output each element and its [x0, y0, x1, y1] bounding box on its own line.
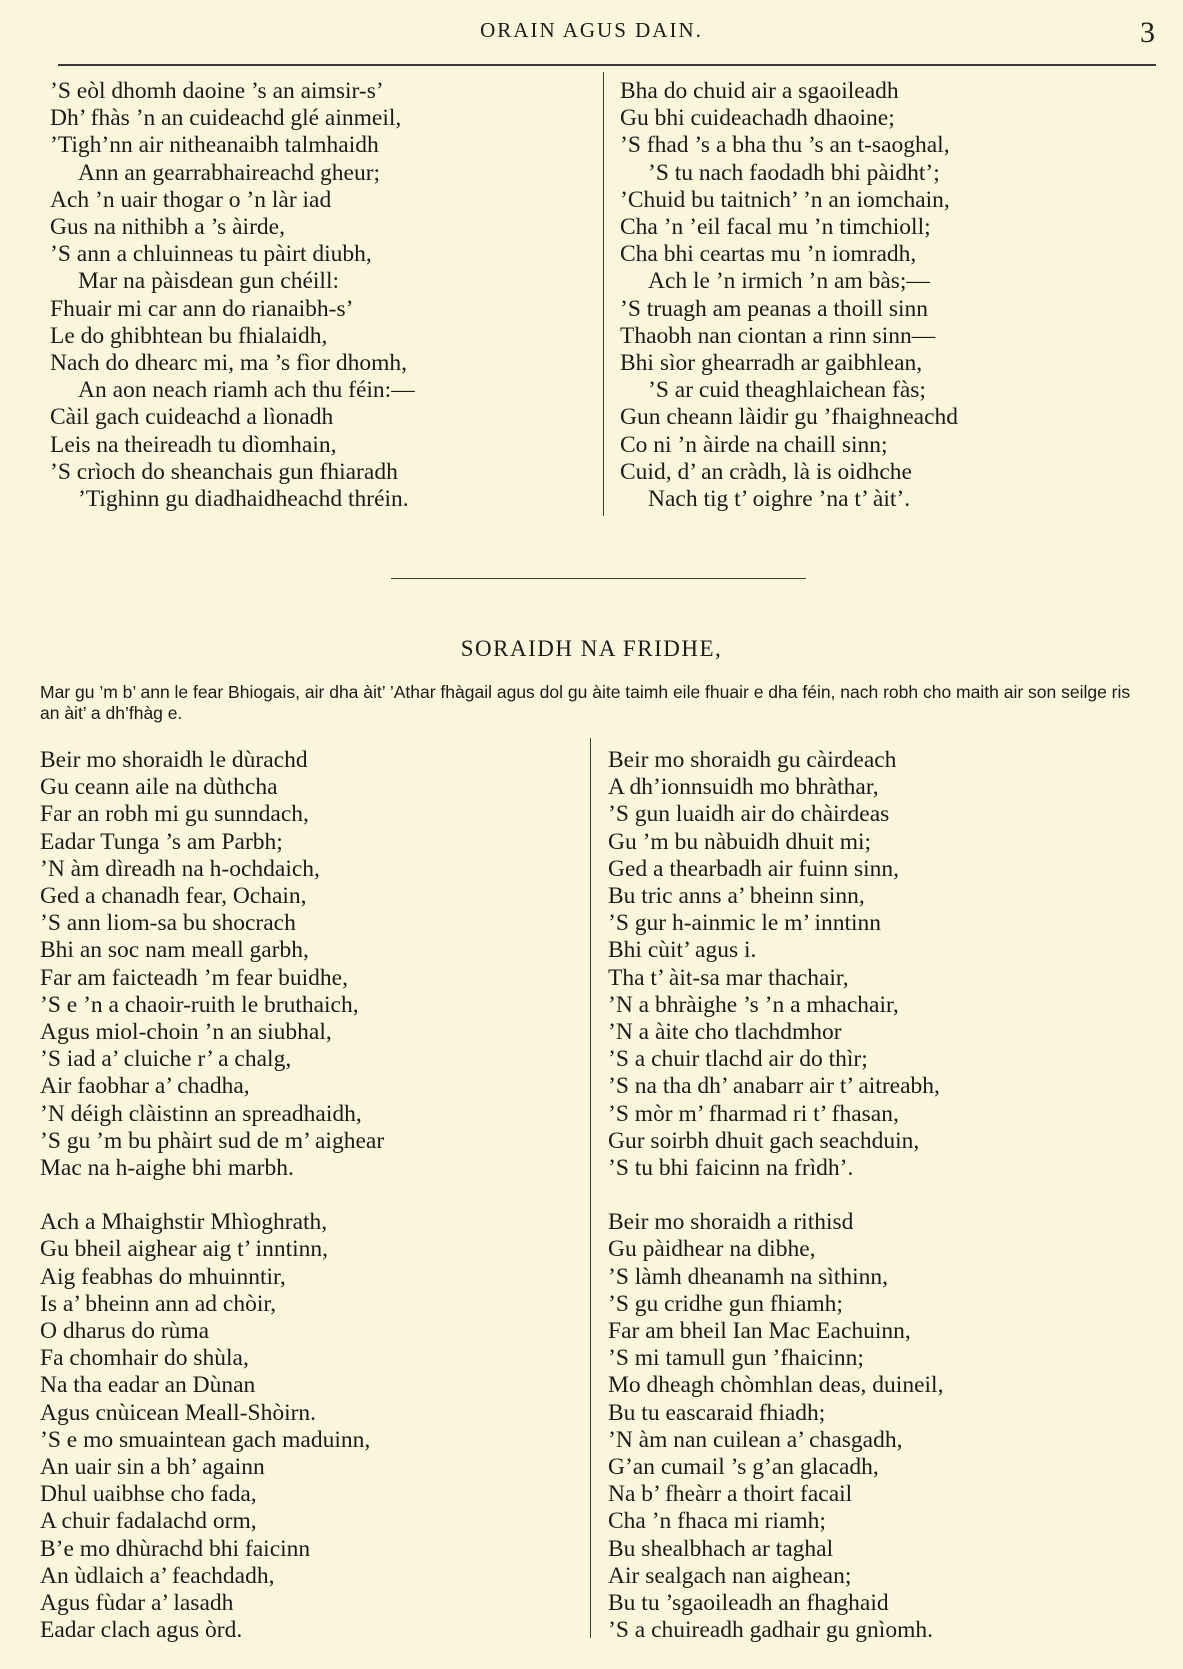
- verse-line: Gun cheann làidir gu ’fhaighneachd: [620, 404, 959, 431]
- verse-line: G’an cumail ’s g’an glacadh,: [608, 1454, 879, 1481]
- poem-column-divider: [590, 738, 591, 1638]
- verse-line: ’S a chuir tlachd air do thìr;: [608, 1046, 868, 1073]
- verse-line: A dh’ionnsuidh mo bhràthar,: [608, 774, 879, 801]
- verse-line: Cuid, d’ an cràdh, là is oidhche: [620, 458, 912, 485]
- verse-line: Càil gach cuideachd a lìonadh: [50, 404, 334, 431]
- verse-line: ’S eòl dhomh daoine ’s an aimsir-s’: [50, 78, 384, 104]
- poem-subtitle: Mar gu ’m b’ ann le fear Bhiogais, air dha àit’ ’Athar fhàgail agus dol gu àite taimh eile fhuair e dha féin, nach robh cho maith air son seilge ris an àit’ a dh’fhàg e.: [40, 682, 1131, 723]
- verse-line: ’N àm dìreadh na h-ochdaich,: [40, 855, 320, 882]
- verse-line: An aon neach riamh ach thu féin:—: [78, 377, 415, 404]
- verse-line: ’Tigh’nn air nitheanaibh talmhaidh: [50, 132, 379, 159]
- verse-line: B’e mo dhùrachd bhi faicinn: [40, 1535, 311, 1562]
- verse-line: Gu pàidhear na dibhe,: [608, 1236, 816, 1263]
- verse-line: Is a’ bheinn ann ad chòir,: [40, 1290, 277, 1317]
- verse-line: Beir mo shoraidh a rithisd: [608, 1209, 854, 1236]
- verse-line: Dhul uaibhse cho fada,: [40, 1481, 257, 1508]
- header-rule: [58, 64, 1156, 66]
- verse-line: ’S crìoch do sheanchais gun fhiaradh: [50, 458, 398, 485]
- verse-line: Bhi sìor ghearradh ar gaibhlean,: [620, 350, 923, 377]
- verse-line: Bu shealbhach ar taghal: [608, 1535, 834, 1562]
- verse-line: ’S na tha dh’ anabarr air t’ aitreabh,: [608, 1073, 940, 1100]
- stanza-right-2: [608, 1209, 943, 1644]
- stanza-gap: [40, 1182, 384, 1209]
- verse-line: Bhi an soc nam meall garbh,: [40, 937, 309, 964]
- stanza-left-2: [40, 1209, 384, 1644]
- verse-line: Bhi cùit’ agus i.: [608, 937, 757, 964]
- stanza-right-1: [608, 747, 943, 1182]
- verse-line: Far am bheil Ian Mac Eachuinn,: [608, 1318, 911, 1345]
- verse-line: Ach le ’n irmich ’n am bàs;—: [648, 268, 930, 295]
- verse-line: ’S a chuireadh gadhair gu gnìomh.: [608, 1617, 933, 1644]
- verse-line: Bu tric anns a’ bheinn sinn,: [608, 883, 865, 910]
- verse-line: Agus miol-choin ’n an siubhal,: [40, 1019, 332, 1046]
- verse-line: Beir mo shoraidh gu càirdeach: [608, 747, 897, 773]
- verse-line: Far an robh mi gu sunndach,: [40, 801, 309, 828]
- verse-line: Thaobh nan ciontan a rinn sinn—: [620, 322, 936, 349]
- verse-line: Bu tu eascaraid fhiadh;: [608, 1399, 826, 1426]
- verse-line: ’S mi tamull gun ’fhaicinn;: [608, 1345, 864, 1372]
- verse-line: ’S gur h-ainmic le m’ inntinn: [608, 910, 882, 937]
- running-head-title: ORAIN AGUS DAIN.: [480, 18, 703, 42]
- verse-line: Leis na theireadh tu dìomhain,: [50, 431, 337, 458]
- verse-line: Cha ’n ’eil facal mu ’n timchioll;: [620, 214, 931, 241]
- verse-line: ’N àm nan cuilean a’ chasgadh,: [608, 1426, 903, 1453]
- stanza-left-1: [40, 747, 384, 1182]
- verse-line: Ged a thearbadh air fuinn sinn,: [608, 855, 900, 882]
- top-poem-left-column: [50, 78, 415, 513]
- verse-line: Ged a chanadh fear, Ochain,: [40, 883, 307, 910]
- verse-line: Le do ghibhtean bu fhialaidh,: [50, 322, 328, 349]
- verse-line: Cha ’n fhaca mi riamh;: [608, 1508, 826, 1535]
- top-column-divider: [603, 72, 604, 516]
- verse-line: ’S ar cuid theaghlaichean fàs;: [648, 377, 926, 404]
- poem-right-column: [608, 747, 943, 1645]
- verse-line: ’Tighinn gu diadhaidheachd thréin.: [78, 486, 409, 513]
- verse-line: ’S ann liom-sa bu shocrach: [40, 910, 296, 937]
- verse-line: ’Chuid bu taitnich’ ’n an iomchain,: [620, 186, 950, 213]
- verse-line: ’S fhad ’s a bha thu ’s an t-saoghal,: [620, 132, 950, 159]
- verse-line: Tha t’ àit-sa mar thachair,: [608, 964, 849, 991]
- verse-line: Ach a Mhaighstir Mhìoghrath,: [40, 1209, 328, 1236]
- verse-line: Gus na nithibh a ’s àirde,: [50, 214, 285, 241]
- poem-title: SORAIDH NA FRIDHE,: [460, 636, 723, 661]
- verse-line: ’S e ’n a chaoir-ruith le bruthaich,: [40, 991, 359, 1018]
- poem-left-column: [40, 747, 384, 1645]
- verse-line: ’S gu cridhe gun fhiamh;: [608, 1290, 843, 1317]
- verse-line: Eadar clach agus òrd.: [40, 1617, 243, 1644]
- verse-line: Gu ’m bu nàbuidh dhuit mi;: [608, 828, 872, 855]
- verse-line: Beir mo shoraidh le dùrachd: [40, 747, 308, 773]
- stanza-gap: [608, 1182, 943, 1209]
- verse-line: A chuir fadalachd orm,: [40, 1508, 257, 1535]
- verse-line: Nach tig t’ oighre ’na t’ àit’.: [648, 486, 911, 513]
- verse-line: Ach ’n uair thogar o ’n làr iad: [50, 186, 332, 213]
- verse-line: ’N a bhràighe ’s ’n a mhachair,: [608, 991, 899, 1018]
- verse-line: O dharus do rùma: [40, 1318, 210, 1345]
- verse-line: Co ni ’n àirde na chaill sinn;: [620, 431, 888, 458]
- verse-line: Fa chomhair do shùla,: [40, 1345, 249, 1372]
- verse-line: ’S tu nach faodadh bhi pàidht’;: [648, 159, 940, 186]
- verse-line: An uair sin a bh’ againn: [40, 1454, 265, 1481]
- verse-line: Far am faicteadh ’m fear buidhe,: [40, 964, 348, 991]
- verse-line: Nach do dhearc mi, ma ’s fìor dhomh,: [50, 350, 407, 377]
- page-number: 3: [1140, 16, 1155, 49]
- verse-line: Cha bhi ceartas mu ’n iomradh,: [620, 241, 917, 268]
- verse-line: Bu tu ’sgaoileadh an fhaghaid: [608, 1590, 889, 1617]
- verse-line: ’S tu bhi faicinn na frìdh’.: [608, 1155, 854, 1182]
- verse-line: Agus fùdar a’ lasadh: [40, 1590, 234, 1617]
- verse-line: Na b’ fheàrr a thoirt facail: [608, 1481, 853, 1508]
- verse-line: Air faobhar a’ chadha,: [40, 1073, 250, 1100]
- verse-line: ’S ann a chluinneas tu pàirt diubh,: [50, 241, 372, 268]
- verse-line: Gu bheil aighear aig t’ inntinn,: [40, 1236, 329, 1263]
- verse-line: Agus cnùicean Meall-Shòirn.: [40, 1399, 317, 1426]
- verse-line: ’S gu ’m bu phàirt sud de m’ aighear: [40, 1127, 385, 1154]
- verse-line: ’S truagh am peanas a thoill sinn: [620, 295, 929, 322]
- section-separator-rule: [391, 578, 806, 579]
- verse-line: Gu bhi cuideachadh dhaoine;: [620, 105, 895, 132]
- verse-line: Na tha eadar an Dùnan: [40, 1372, 256, 1399]
- verse-line: Mar na pàisdean gun chéill:: [78, 268, 340, 295]
- verse-line: Mac na h-aighe bhi marbh.: [40, 1155, 294, 1182]
- verse-line: Gu ceann aile na dùthcha: [40, 774, 278, 801]
- verse-line: Gur soirbh dhuit gach seachduin,: [608, 1127, 920, 1154]
- verse-line: ’S mòr m’ fharmad ri t’ fhasan,: [608, 1100, 899, 1127]
- verse-line: ’S gun luaidh air do chàirdeas: [608, 801, 890, 828]
- verse-line: Eadar Tunga ’s am Parbh;: [40, 828, 283, 855]
- verse-line: ’S làmh dheanamh na sìthinn,: [608, 1263, 888, 1290]
- verse-line: Dh’ fhàs ’n an cuideachd glé ainmeil,: [50, 105, 402, 132]
- verse-line: Air sealgach nan aighean;: [608, 1562, 852, 1589]
- verse-line: Fhuair mi car ann do rianaibh-s’: [50, 295, 354, 322]
- verse-line: ’N a àite cho tlachdmhor: [608, 1019, 842, 1046]
- verse-line: Mo dheagh chòmhlan deas, duineil,: [608, 1372, 944, 1399]
- top-poem-right-column: [620, 78, 958, 513]
- verse-line: Aig feabhas do mhuinntir,: [40, 1263, 286, 1290]
- verse-line: Ann an gearrabhaireachd gheur;: [78, 159, 381, 186]
- verse-line: ’S e mo smuaintean gach maduinn,: [40, 1426, 371, 1453]
- verse-line: Bha do chuid air a sgaoileadh: [620, 78, 899, 104]
- verse-line: An ùdlaich a’ feachdadh,: [40, 1562, 275, 1589]
- verse-line: ’N déigh clàistinn an spreadhaidh,: [40, 1100, 362, 1127]
- verse-line: ’S iad a’ cluiche r’ a chalg,: [40, 1046, 292, 1073]
